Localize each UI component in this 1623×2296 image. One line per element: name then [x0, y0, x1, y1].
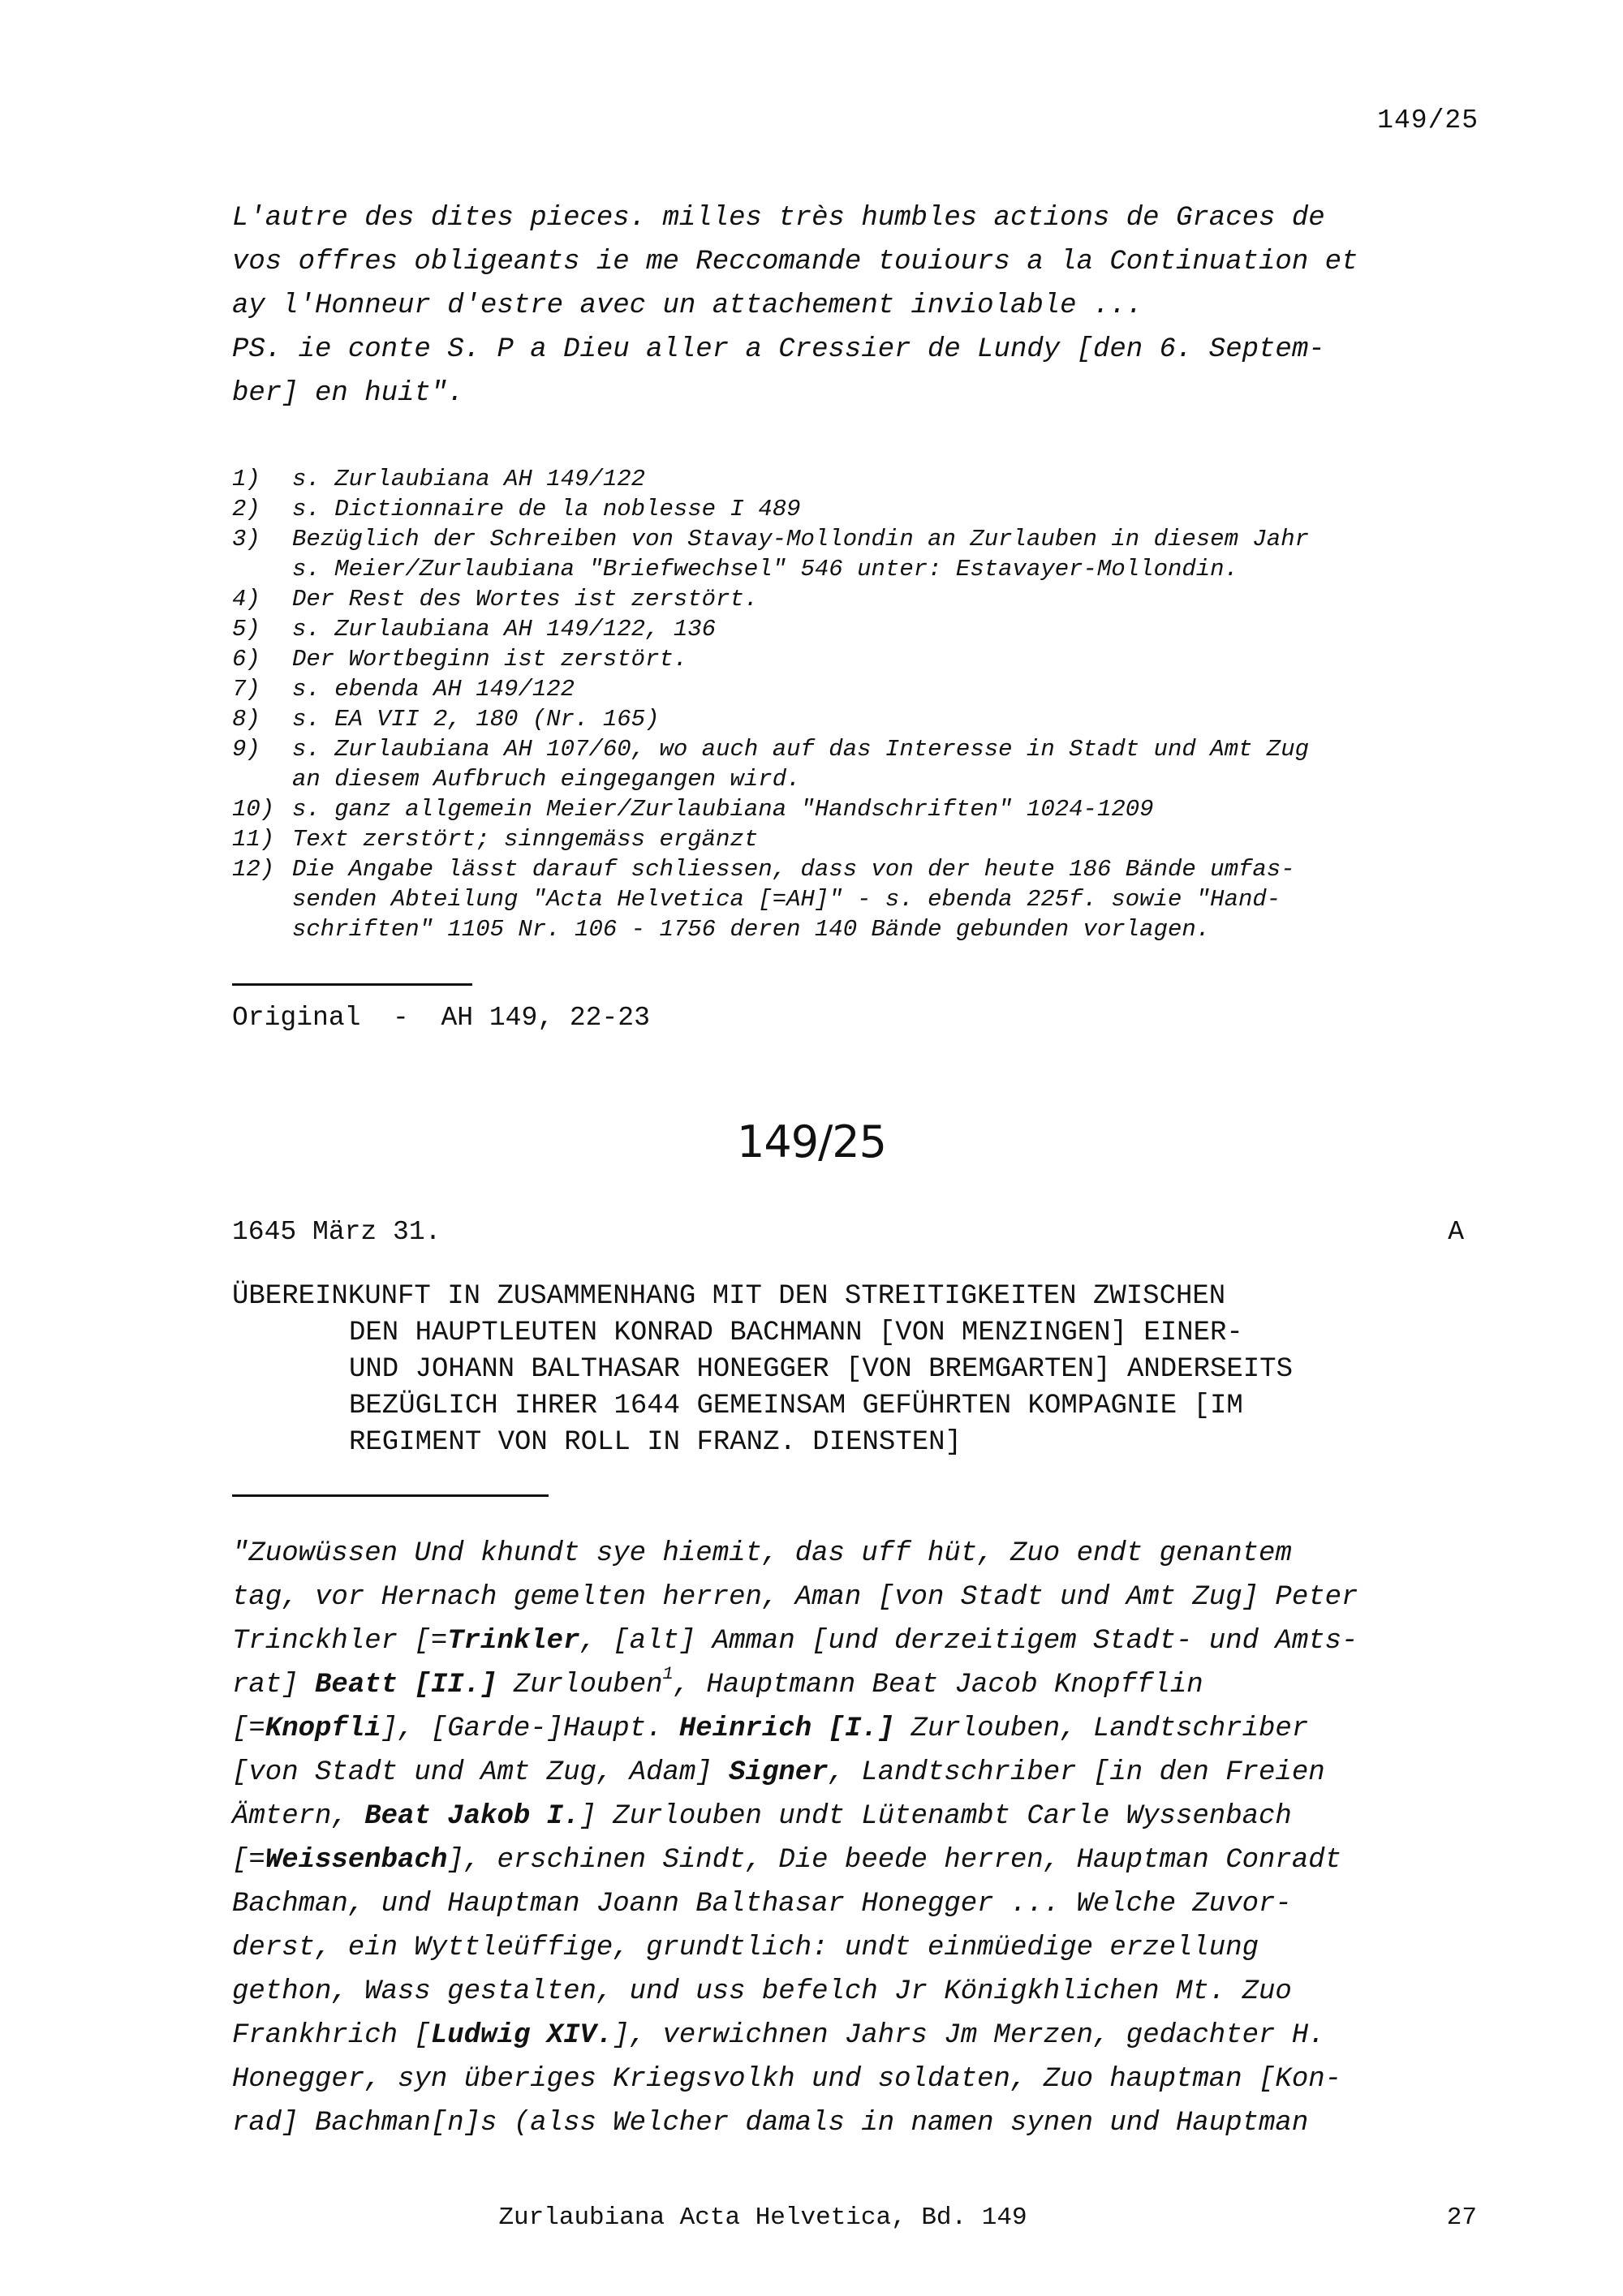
quote-line: [232, 1576, 1498, 1619]
quoted-text: [232, 1532, 1498, 2145]
footnote-line: [232, 704, 1482, 734]
document-date: 1645 März 31.: [232, 1217, 441, 1247]
bold-name: Heinrich [I.]: [678, 1713, 895, 1744]
quote-line: [232, 1882, 1498, 1926]
quote-line: [232, 1926, 1498, 1970]
document-type-letter: A: [1448, 1217, 1464, 1247]
text-line: vos offres obligeants ie me Reccomande touiours a la Continuation et: [232, 247, 1358, 277]
heading-divider: [232, 1494, 549, 1497]
footnote-line: [232, 764, 1482, 794]
footnote-text: schriften" 1105 Nr. 106 - 1756 deren 140 Bände gebunden vorlagen.: [292, 916, 1211, 943]
quote-line: [232, 1751, 1498, 1795]
footer-series: Zurlaubiana Acta Helvetica, Bd. 149: [498, 2204, 1027, 2232]
footnote-number: 6): [232, 646, 260, 673]
text-run: ], erschinen Sindt, Die beede herren, Hauptman Conradt: [447, 1845, 1342, 1876]
footnote-text: Der Rest des Wortes ist zerstört.: [292, 586, 759, 613]
bold-name: Weissenbach: [265, 1845, 448, 1876]
document-heading: [232, 1279, 1498, 1461]
footnote-number: 11): [232, 826, 275, 853]
text-run: [von Stadt und Amt Zug, Adam]: [232, 1757, 730, 1788]
footnote-text: s. Meier/Zurlaubiana "Briefwechsel" 546 unter: Estavayer-Mollondin.: [292, 556, 1238, 583]
bold-name: Beatt [II.]: [315, 1670, 497, 1701]
text-run: ], [Garde-]Haupt.: [381, 1713, 679, 1744]
text-line: ber] en huit".: [232, 378, 464, 409]
text-run: derst, ein Wyttleüffige, grundtlich: undt einmüedige erzellung: [232, 1933, 1259, 1963]
footnote-text: s. Zurlaubiana AH 107/60, wo auch auf das Interesse in Stadt und Amt Zug: [292, 736, 1310, 763]
footnote-number: 8): [232, 706, 260, 733]
text-run: Bachman, und Hauptman Joann Balthasar Honegger ... Welche Zuvor-: [232, 1889, 1292, 1920]
text-run: ], verwichnen Jahrs Jm Merzen, gedachter H.: [613, 2020, 1325, 2051]
footnote-number: 9): [232, 736, 260, 763]
footnote-line: [232, 884, 1482, 914]
footnote-number: 4): [232, 586, 260, 613]
text-line: L'autre des dites pieces. milles très humbles actions de Graces de: [232, 203, 1325, 234]
footnote-text: Der Wortbeginn ist zerstört.: [292, 646, 688, 673]
bold-name: Ludwig XIV.: [430, 2020, 613, 2051]
footnote-line: [232, 824, 1482, 854]
heading-line: REGIMENT VON ROLL IN FRANZ. DIENSTEN]: [349, 1427, 962, 1458]
quote-line: [232, 1619, 1498, 1663]
text-run: ] Zurlouben undt Lütenambt Carle Wyssenbach: [579, 1801, 1292, 1832]
footnote-line: [232, 554, 1482, 584]
footnote-line: [232, 464, 1482, 494]
footnote-line: [232, 584, 1482, 614]
footnote-text: Bezüglich der Schreiben von Stavay-Mollondin an Zurlauben in diesem Jahr: [292, 526, 1310, 553]
text-run: , [alt] Amman [und derzeitigem Stadt- und Amts-: [579, 1626, 1358, 1657]
quote-line: [232, 1795, 1498, 1838]
footnotes-list: [232, 464, 1482, 944]
quote-line: [232, 2057, 1498, 2101]
footnote-divider: [232, 983, 472, 986]
text-run: [=: [232, 1713, 265, 1744]
footnote-text: s. Dictionnaire de la noblesse I 489: [292, 496, 801, 522]
footnote-text: Text zerstört; sinngemäss ergänzt: [292, 826, 759, 853]
footnote-line: [232, 674, 1482, 704]
text-run: rat]: [232, 1670, 316, 1701]
text-run: Zurlouben, Landtschriber: [894, 1713, 1309, 1744]
footnote-text: s. EA VII 2, 180 (Nr. 165): [292, 706, 660, 733]
text-run: Trinckhler [=: [232, 1626, 448, 1657]
footnote-number: 12): [232, 856, 275, 883]
text-run: [=: [232, 1845, 265, 1876]
quote-line: [232, 2101, 1498, 2145]
text-run: Honegger, syn überiges Kriegsvolkh und soldaten, Zuo hauptman [Kon-: [232, 2064, 1342, 2095]
quote-line: [232, 1532, 1498, 1576]
bold-name: Knopfli: [265, 1713, 381, 1744]
footnote-line: [232, 734, 1482, 764]
footnote-number: 3): [232, 526, 260, 553]
footnote-number: 7): [232, 676, 260, 703]
footnote-line: [232, 644, 1482, 674]
footnote-number: 2): [232, 496, 260, 522]
footnote-line: [232, 494, 1482, 524]
footnote-line: [232, 854, 1482, 884]
text-run: Frankhrich [: [232, 2020, 431, 2051]
quote-line: [232, 1970, 1498, 2014]
heading-line: UND JOHANN BALTHASAR HONEGGER [VON BREMGARTEN] ANDERSEITS: [349, 1354, 1293, 1385]
footnote-marker: 1: [662, 1663, 674, 1684]
footnote-number: 10): [232, 796, 275, 823]
quote-line: [232, 1663, 1498, 1707]
text-line: ay l'Honneur d'estre avec un attachement inviolable ...: [232, 290, 1143, 321]
text-run: "Zuowüssen Und khundt sye hiemit, das uff hüt, Zuo endt genantem: [232, 1538, 1292, 1569]
footnote-number: 5): [232, 616, 260, 643]
document-number: 149/25: [737, 1116, 886, 1167]
text-run: , Landtschriber [in den Freien: [828, 1757, 1325, 1788]
bold-name: Beat Jakob I.: [364, 1801, 580, 1832]
footnote-text: s. Zurlaubiana AH 149/122, 136: [292, 616, 717, 643]
heading-line: DEN HAUPTLEUTEN KONRAD BACHMANN [VON MENZINGEN] EINER-: [349, 1318, 1243, 1348]
original-reference: Original - AH 149, 22-23: [232, 1003, 650, 1033]
footnote-text: s. ganz allgemein Meier/Zurlaubiana "Handschriften" 1024-1209: [292, 796, 1154, 823]
quote-line: [232, 1838, 1498, 1882]
text-run: rad] Bachman[n]s (alss Welcher damals in namen synen und Hauptman: [232, 2108, 1309, 2139]
footer-page-number: 27: [1446, 2204, 1477, 2232]
text-run: Zurlouben: [497, 1670, 663, 1701]
footnote-line: [232, 794, 1482, 824]
page-reference: 149/25: [1377, 105, 1479, 135]
text-run: Ämtern,: [232, 1801, 365, 1832]
text-run: , Hauptmann Beat Jacob Knopfflin: [673, 1670, 1203, 1701]
text-run: gethon, Wass gestalten, und uss befelch Jr Königkhlichen Mt. Zuo: [232, 1976, 1292, 2007]
intro-paragraph: [232, 196, 1482, 415]
text-line: PS. ie conte S. P a Dieu aller a Cressier de Lundy [den 6. Septem-: [232, 334, 1325, 365]
quote-line: [232, 1707, 1498, 1751]
footnote-line: [232, 914, 1482, 944]
footnote-text: s. Zurlaubiana AH 149/122: [292, 466, 646, 492]
footnote-number: 1): [232, 466, 260, 492]
footnote-text: s. ebenda AH 149/122: [292, 676, 575, 703]
footnote-text: Die Angabe lässt darauf schliessen, dass von der heute 186 Bände umfas-: [292, 856, 1295, 883]
footnote-line: [232, 524, 1482, 554]
text-run: tag, vor Hernach gemelten herren, Aman [von Stadt und Amt Zug] Peter: [232, 1582, 1358, 1613]
quote-line: [232, 2014, 1498, 2057]
heading-line: BEZÜGLICH IHRER 1644 GEMEINSAM GEFÜHRTEN KOMPAGNIE [IM: [349, 1391, 1243, 1421]
footnote-text: an diesem Aufbruch eingegangen wird.: [292, 766, 801, 793]
bold-name: Signer: [729, 1757, 829, 1788]
footnote-line: [232, 614, 1482, 644]
heading-line: ÜBEREINKUNFT IN ZUSAMMENHANG MIT DEN STREITIGKEITEN ZWISCHEN: [232, 1281, 1226, 1312]
footnote-text: senden Abteilung "Acta Helvetica [=AH]" - s. ebenda 225f. sowie "Hand-: [292, 886, 1281, 913]
bold-name: Trinkler: [447, 1626, 580, 1657]
